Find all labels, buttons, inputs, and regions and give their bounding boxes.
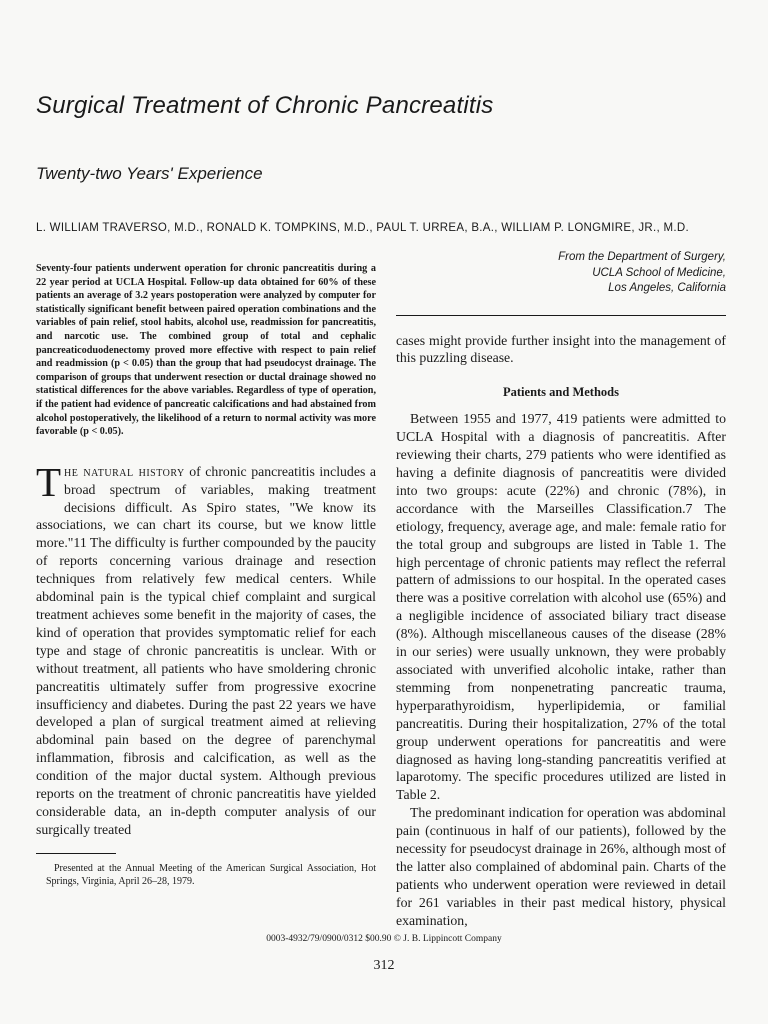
page-number: 312 [373,958,395,973]
footnote-divider [36,853,116,854]
intro-lead-in: he natural history [64,463,185,479]
introduction-paragraph [36,458,376,839]
methods-paragraph-1: Between 1955 and 1977, 419 patients were admitted to UCLA Hospital with a diagnosis of pancreatitis. After reviewing their charts, 279 patients who were identified as having a definite diagnosis of pancreatitis were divided into two groups: acute (22%) and chronic (78%), in accordance with the Marseilles Classification.7 The etiology, frequency, average age, and male: female ratio for the total group and subgroups are listed in Table 1. The high percentage of chronic patients may reflect the referral pattern of admissions to our hospital. In the operated cases there was a positive correlation with alcohol use (65%) and a negligible incidence of associated biliary tract disease (8%). Although miscellaneous causes of the disease (28% in our series) were usually unknown, they were probably associated with unverified alcoholic intake, rather than stemming from nonpenetrating pancreatic trauma, hyperparathyroidism, hyperlipidemia, or familial pancreatitis. During their hospitalization, 27% of the total group underwent operations for pancreatitis and were diagnosed as having long-standing pancreatitis verified at laparotomy. The specific procedures utilized are listed in Table 2. [396,411,726,803]
left-column [36,262,376,888]
intro-text: of chronic pancreatitis includes a broad spectrum of variables, making treatment decisions difficult. As Spiro states, "We know its associations, we can chart its course, but we know little more."11 The difficulty is further compounded by the paucity of reports concerning various drainage and resection techniques from relatively few medical centers. While abdominal pain is the typical chief complaint and surgical treatment achieves some benefit in the majority of cases, the kind of operation that provides symptomatic relief for each type and stage of chronic pancreatitis is unclear. With or without treatment, all patients who have smoldering chronic pancreatitis ultimately suffer from progressive exocrine insufficiency and diabetes. During the past 22 years we have developed a plan of surgical treatment aimed at relieving abdominal pain based on the degree of parenchymal inflammation, fibrosis and calcification, as well as the condition of the major ductal system. Although previous reports on the treatment of chronic pancreatitis have yielded considerable data, an in-depth computer analysis of our surgically treated [36,463,376,837]
affiliation-line: From the Department of Surgery, [558,251,726,263]
affiliation [396,250,726,297]
copyright-line: 0003-4932/79/0900/0312 $00.90 © J. B. Lippincott Company [266,934,502,944]
section-heading: Patients and Methods [503,385,619,400]
article-subtitle: Twenty-two Years' Experience [36,164,263,183]
affiliation-line: UCLA School of Medicine, [592,266,726,279]
right-column [396,250,726,930]
abstract: Seventy-four patients underwent operation for chronic pancreatitis during a 22 year period at UCLA Hospital. Follow-up data obtained for 60% of these patients an average of 3.2 years postoperation were analyzed by computer for statistically significant benefit between paired operation combinations and the variables of pain relief, stool habits, alcohol use, readmission for pancreatitis, and narcotic use. The combined group of total and cephalic pancreaticoduodenectomy proved more effective with respect to pain relief and readmission (p < 0.05) than the group that had pseudocyst drainage. The comparison of groups that underwent resection or ductal drainage showed no statistical differences for the above variables. Regardless of type of operation, if the patient had evidence of pancreatic calcifications and had abstained from alcohol postoperatively, the likelihood of a return to normal activity was more favorable (p < 0.05). [36,263,376,438]
footnote: Presented at the Annual Meeting of the American Surgical Association, Hot Springs, Virginia, April 26–28, 1979. [46,862,376,887]
drop-cap: T [36,458,62,505]
methods-paragraph-2: The predominant indication for operation was abdominal pain (continuous in half of our patients), followed by the necessity for pseudocyst drainage in 26%, although most of the latter also complained of abdominal pain. Charts of the patients who underwent operation were reviewed in detail for 261 variables in their past medical history, physical examination, [396,805,726,928]
affiliation-line: Los Angeles, California [608,282,726,294]
continued-paragraph: cases might provide further insight into the management of this puzzling disease. [396,332,726,366]
author-list: L. WILLIAM TRAVERSO, M.D., RONALD K. TOMPKINS, M.D., PAUL T. URREA, B.A., WILLIAM P. LONGMIRE, JR., M.D. [36,222,689,234]
affiliation-divider [396,315,726,316]
article-title: Surgical Treatment of Chronic Pancreatitis [36,92,494,119]
